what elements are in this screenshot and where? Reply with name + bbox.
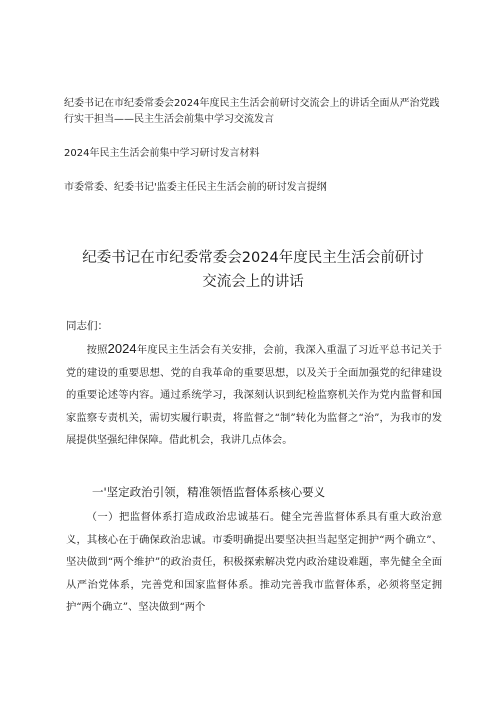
para1-text: 年度民主生活会有关安排，会前，我深入重温了习近平总书记关于党的建设的重要思想、党的自我革命的重要思想，以及关于全面加强党的纪律建设的重要论述等内容。通过系统学习，我深刻认识到纪检监察机关作为党内监督和国家监察专责机关，需切实履行职责，将监督之“制”转化为监督之“治”，为我市的发展提供坚强纪律保障。借此机会，我讲几点体会。 bbox=[66, 344, 443, 446]
body-paragraph bbox=[66, 338, 442, 452]
related-document-item[interactable]: 市委常委、纪委书记'监委主任民主生活会前的研讨发言提纲 bbox=[64, 182, 327, 193]
related-document-item[interactable]: 纪委书记在市纪委常委会2024年度民主生活会前研讨交流会上的讲话全面从严治党践行实干担当——民主生活会前集中学习交流发言 bbox=[64, 98, 440, 125]
body-paragraph: （一）把监督体系打造成政治忠诚基石。健全完善监督体系具有重大政治意义，其核心在于确保政治忠诚。市委明确提出要坚决担当起坚定拥护“两个确立”、坚决做到“两个维护”的政治责任，积极探索解决党内政治建设难题，率先健全全面从严治党体系，完善党和国家监督体系。推动完善我市监督体系，必须将坚定拥护“两个确立”、坚决做到“两个 bbox=[66, 511, 442, 613]
section-heading: 一'坚定政治引领，精准领悟监督体系核心要义 bbox=[92, 485, 326, 499]
para1-year: 2024 bbox=[107, 341, 137, 356]
related-document-item[interactable]: 2024年民主生活会前集中学习研讨发言材料 bbox=[64, 148, 260, 159]
document-title: 纪委书记在市纪委常委会2024年度民主生活会前研讨交流会上的讲话 bbox=[82, 249, 424, 290]
para1-prefix: 按照 bbox=[86, 344, 108, 356]
greeting: 同志们： bbox=[66, 320, 108, 332]
related-documents-list bbox=[64, 96, 444, 196]
